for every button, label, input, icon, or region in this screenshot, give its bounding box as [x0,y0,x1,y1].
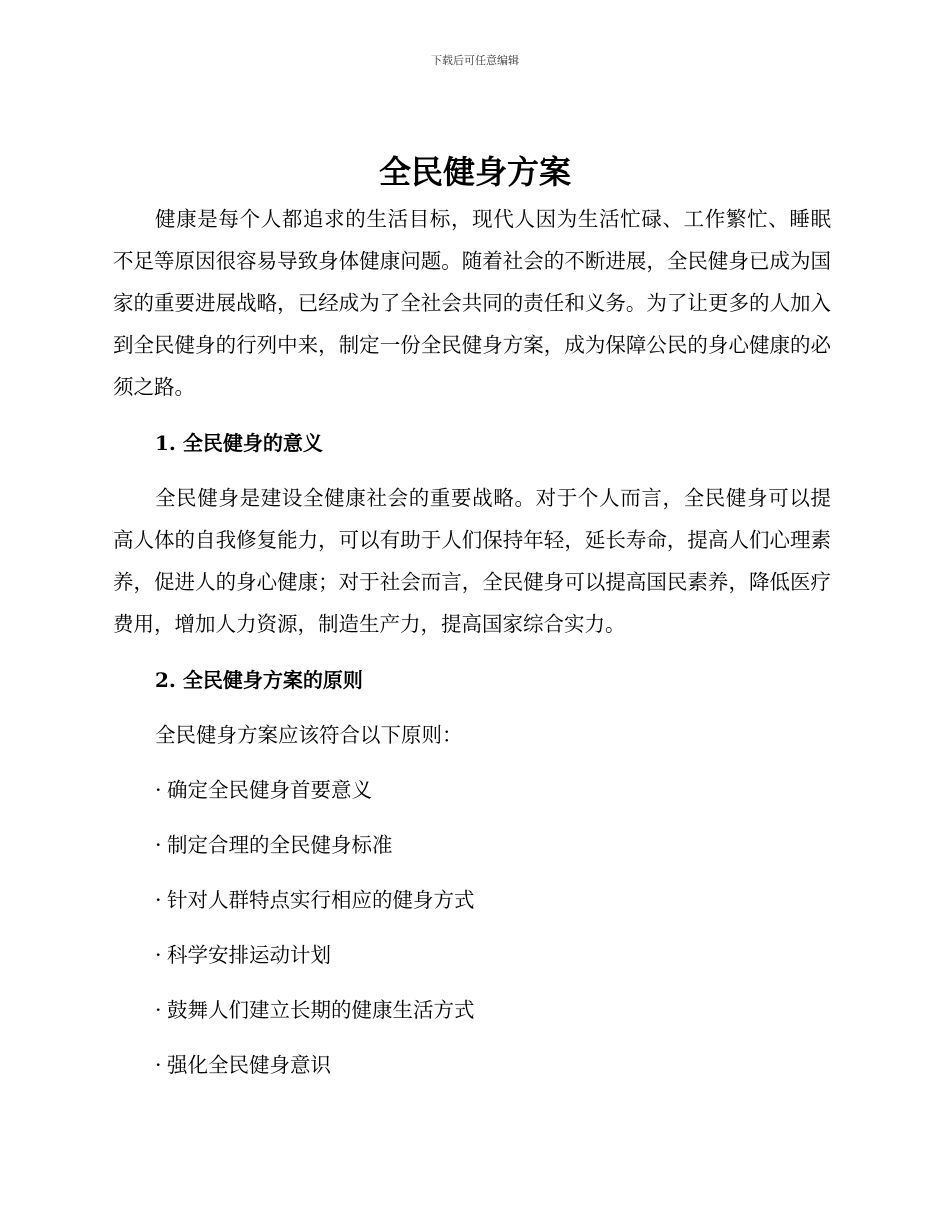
section1-paragraph: 全民健身是建设全健康社会的重要战略。对于个人而言，全民健身可以提高人体的自我修复能力，可以有助于人们保持年轻，延长寿命，提高人们心理素养，促进人的身心健康；对于社会而言，全民健身可以提高国民素养，降低医疗费用，增加人力资源，制造生产力，提高国家综合实力。 [113,486,831,636]
bullet-item-4 [155,941,331,969]
bullet-text: 制定合理的全民健身标准 [167,833,393,857]
bullet-dot: · [155,943,162,967]
bullet-dot: · [155,998,162,1022]
document-title: 全民健身方案 [378,153,571,191]
section1-heading: 1. 全民健身的意义 [155,431,323,455]
bullet-text: 确定全民健身首要意义 [167,778,372,802]
intro-paragraph: 健康是每个人都追求的生活目标，现代人因为生活忙碌、工作繁忙、睡眠不足等原因很容易导致身体健康问题。随着社会的不断进展，全民健身已成为国家的重要进展战略，已经成为了全社会共同的责任和义务。为了让更多的人加入到全民健身的行列中来，制定一份全民健身方案，成为保障公民的身心健康的必须之路。 [113,207,831,399]
bullet-text: 鼓舞人们建立长期的健康生活方式 [167,998,475,1022]
page-header-note: 下载后可任意编辑 [431,54,519,67]
bullet-text: 针对人群特点实行相应的健身方式 [167,888,475,912]
bullet-dot: · [155,888,162,912]
bullet-text: 强化全民健身意识 [167,1053,331,1077]
section2-lead: 全民健身方案应该符合以下原则： [155,723,463,747]
bullet-dot: · [155,833,162,857]
bullet-dot: · [155,1053,162,1077]
bullet-text: 科学安排运动计划 [167,943,331,967]
bullet-item-6 [155,1051,331,1079]
bullet-item-3 [155,886,475,914]
bullet-item-2 [155,831,393,859]
bullet-item-5 [155,996,475,1024]
bullet-dot: · [155,778,162,802]
bullet-item-1 [155,776,372,804]
section2-heading: 2. 全民健身方案的原则 [155,668,363,692]
